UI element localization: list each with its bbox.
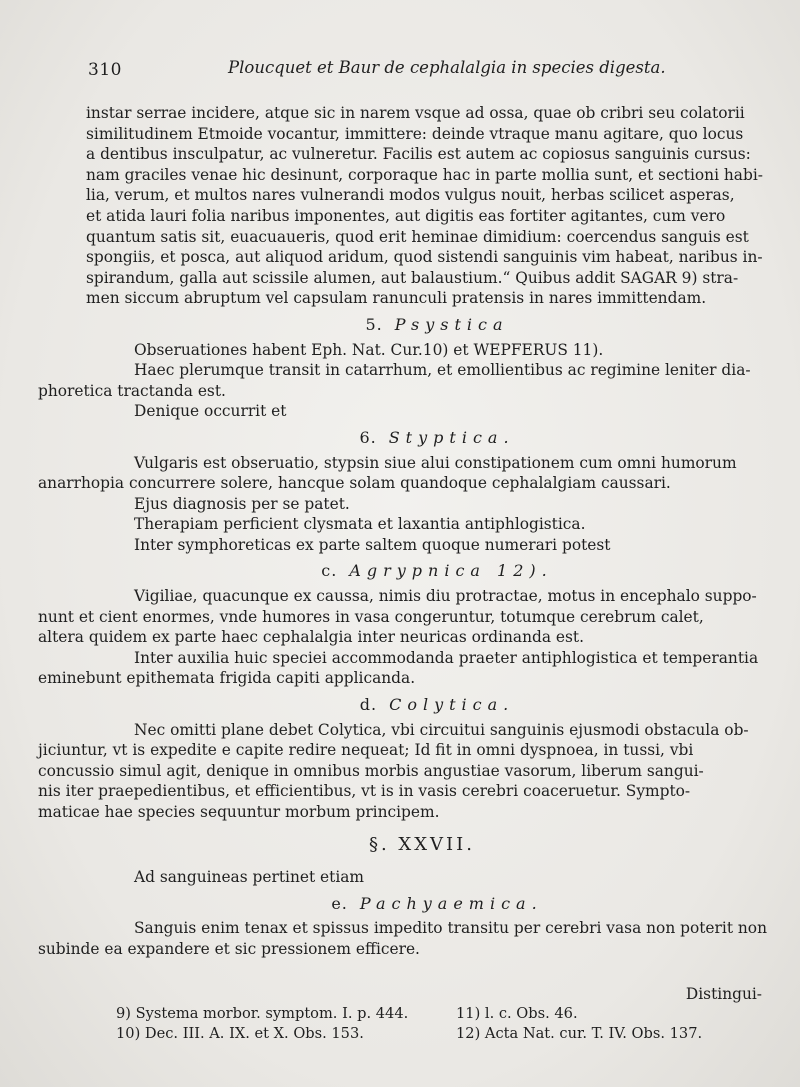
heading-title: Pachyaemica.	[359, 893, 543, 913]
text-line: quantum satis sit, euacuaueris, quod erit heminae dimidium: coercendus sanguis est	[86, 227, 749, 246]
text-line: Vulgaris est obseruatio, stypsin siue alui constipationem cum omni humorum	[134, 453, 737, 472]
footnote-row	[116, 1004, 736, 1024]
heading-number: d.	[359, 695, 378, 715]
text-line: Therapiam perficient clysmata et laxantia antiphlogistica.	[134, 515, 586, 534]
footnote: 10) Dec. III. A. IX. et X. Obs. 153.	[116, 1025, 364, 1042]
paragraph	[86, 535, 748, 556]
page-number: 310	[88, 60, 122, 80]
footnote: 12) Acta Nat. cur. T. IV. Obs. 137.	[456, 1025, 703, 1042]
text-line: Obseruationes habent Eph. Nat. Cur.10) et WEPFERUS 11).	[134, 340, 604, 359]
paragraph	[38, 648, 759, 689]
text-line: Haec plerumque transit in catarrhum, et emollientibus ac regimine leniter dia-	[134, 361, 751, 380]
text-line: phoretica tractanda est.	[38, 381, 226, 400]
footnote-row	[116, 1024, 736, 1044]
text-line: Inter auxilia huic speciei accommodanda praeter antiphlogistica et temperantia	[134, 648, 759, 667]
heading-styptica	[86, 428, 748, 449]
paragraph	[86, 401, 748, 422]
paragraph	[38, 586, 757, 648]
text-line: et atida lauri folia naribus imponentes, aut digitis eas fortiter agitantes, cum vero	[86, 206, 726, 225]
text-line: Denique occurrit et	[134, 402, 287, 421]
text-line: maticae hae species sequuntur morbum principem.	[38, 803, 440, 821]
heading-number: c.	[321, 561, 338, 581]
text-line: anarrhopia concurrere solere, hancque solam quandoque cephalalgiam caussari.	[38, 474, 671, 493]
text-line: altera quidem ex parte haec cephalalgia inter neuricas ordinanda est.	[38, 628, 585, 647]
text-line: Ad sanguineas pertinet etiam	[134, 868, 365, 887]
text-line: similitudinem Etmoide vocantur, immittere: deinde vtraque manu agitare, quo locus	[86, 124, 744, 143]
text-line: Vigiliae, quacunque ex caussa, nimis diu protractae, motus in encephalo suppo-	[134, 587, 757, 606]
paragraph	[38, 453, 748, 494]
paragraph-nasal-bleeding	[86, 103, 763, 309]
heading-title: Psystica	[394, 314, 509, 334]
paragraph	[86, 867, 748, 888]
heading-colytica	[86, 695, 748, 716]
heading-pachyaemica	[86, 894, 748, 915]
text-line: a dentibus insculpatur, ac vulneretur. Facilis est autem ac copiosus sanguinis cursus:	[86, 145, 751, 164]
paragraph	[86, 494, 748, 515]
text-line: Nec omitti plane debet Colytica, vbi circuitui sanguinis ejusmodi obstacula ob-	[134, 720, 749, 739]
text-line: men siccum abruptum vel capsulam ranunculi pratensis in nares immittendam.	[86, 289, 707, 308]
text-line: lia, verum, et multos nares vulnerandi modos vulgus nouit, herbas scilicet asperas,	[86, 186, 735, 205]
paragraph	[38, 360, 751, 401]
heading-title: Colytica.	[389, 695, 515, 715]
text-line: concussio simul agit, denique in omnibus morbis angustiae vasorum, liberum sangui-	[38, 761, 704, 780]
text-line: Ejus diagnosis per se patet.	[134, 494, 350, 513]
heading-title: Agrypnica 12).	[349, 561, 553, 581]
heading-psystica	[86, 315, 748, 336]
paragraph	[38, 918, 767, 959]
paragraph	[86, 514, 748, 535]
text-line: subinde ea expandere et sic pressionem efficere.	[38, 939, 420, 958]
text-line: jiciuntur, vt is expedite e capite redire nequeat; Id fit in omni dyspnoea, in tussi, vbi	[38, 741, 694, 760]
heading-agrypnica	[86, 561, 748, 582]
section-title: §. XXVII.	[368, 833, 475, 855]
text-line: nis iter praepedientibus, et efficientibus, vt is in vasis cerebri coaceruetur. Sympto-	[38, 782, 691, 801]
text-line: spongiis, et posca, aut aliquod aridum, quod sistendi sanguinis vim habeat, naribus in-	[86, 248, 763, 267]
heading-number: e.	[331, 893, 348, 913]
catchword: Distingui-	[685, 985, 762, 1003]
paragraph	[38, 720, 749, 823]
heading-number: 6.	[359, 427, 377, 447]
heading-title: Styptica.	[388, 427, 515, 447]
running-head	[88, 58, 666, 88]
page-body	[38, 103, 767, 960]
footnotes	[116, 1004, 736, 1044]
footnote: 9) Systema morbor. symptom. I. p. 444.	[116, 1005, 409, 1022]
running-title: Ploucquet et Baur de cephalalgia in species digesta.	[228, 58, 666, 77]
footnote: 11) l. c. Obs. 46.	[456, 1005, 578, 1022]
text-line: Sanguis enim tenax et spissus impedito transitu per cerebri vasa non poterit non	[134, 919, 767, 938]
heading-number: 5.	[365, 314, 383, 334]
text-line: instar serrae incidere, atque sic in narem vsque ad ossa, quae ob cribri seu colatorii	[86, 104, 745, 122]
text-line: nam graciles venae hic desinunt, corporaque hac in parte mollia sunt, et sectioni habi-	[86, 165, 763, 184]
text-line: Inter symphoreticas ex parte saltem quoque numerari potest	[134, 535, 611, 554]
text-line: eminebunt epithemata frigida capiti applicanda.	[38, 669, 416, 688]
text-line: spirandum, galla aut scissile alumen, aut balaustium.“ Quibus addit SAGAR 9) stra-	[86, 268, 739, 287]
paragraph	[86, 340, 748, 361]
text-line: nunt et cient enormes, vnde humores in vasa congeruntur, totumque cerebrum calet,	[38, 607, 704, 626]
